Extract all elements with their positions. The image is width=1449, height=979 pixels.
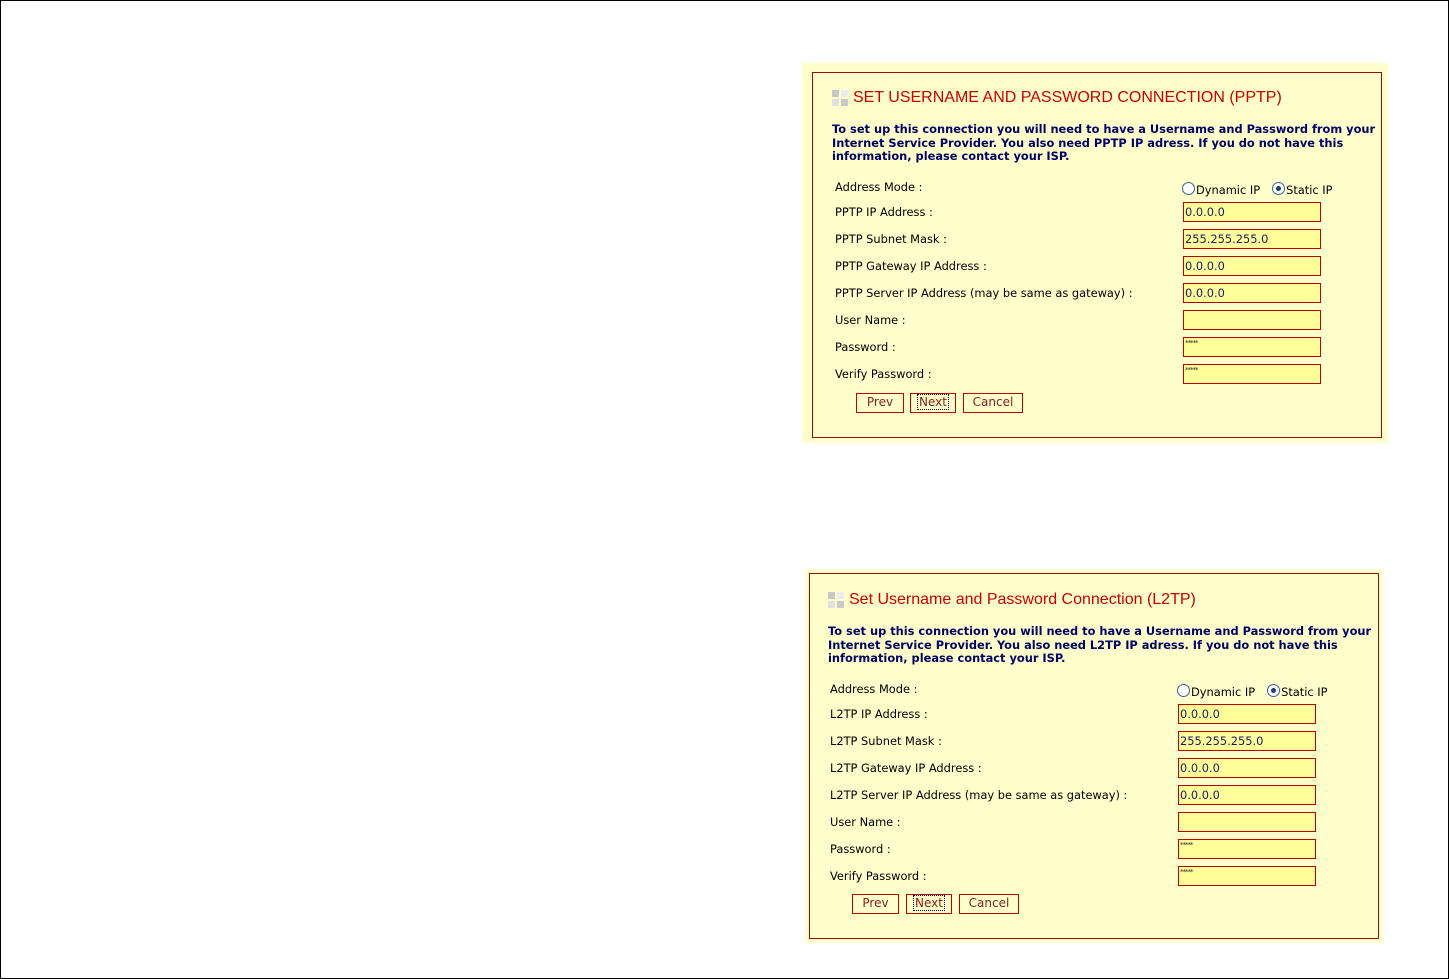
l2tp-address-mode-label: Address Mode : [830,682,918,696]
pptp-radio-static-ip[interactable] [1272,182,1285,195]
l2tp-gateway-label: L2TP Gateway IP Address : [830,761,982,775]
pptp-server-ip-input[interactable]: 0.0.0.0 [1183,283,1321,303]
l2tp-ip-address-input[interactable]: 0.0.0.0 [1178,704,1316,724]
pptp-cancel-button-label: Cancel [972,395,1014,409]
l2tp-verify-password-label: Verify Password : [830,869,927,883]
pptp-radio-dynamic-label: Dynamic IP [1196,183,1261,197]
l2tp-next-button[interactable] [906,894,952,914]
pptp-subnet-mask-label: PPTP Subnet Mask : [835,232,947,246]
l2tp-password-input[interactable]: ***** [1178,839,1316,859]
pptp-next-button-label: Next [919,395,947,409]
pptp-next-button[interactable] [910,393,956,413]
l2tp-prev-button[interactable] [852,894,899,914]
l2tp-username-input[interactable] [1178,812,1316,832]
l2tp-prev-button-label: Prev [862,896,889,910]
grid-squares-icon [828,592,845,609]
l2tp-subnet-mask-label: L2TP Subnet Mask : [830,734,942,748]
pptp-panel [806,67,1384,439]
pptp-verify-password-input[interactable]: ***** [1183,364,1321,384]
l2tp-subnet-mask-input[interactable]: 255.255.255.0 [1178,731,1316,751]
l2tp-ip-label: L2TP IP Address : [830,707,928,721]
l2tp-title-row [828,591,1196,609]
l2tp-radio-dynamic-label: Dynamic IP [1191,685,1256,699]
l2tp-username-label: User Name : [830,815,901,829]
pptp-gateway-label: PPTP Gateway IP Address : [835,259,987,273]
l2tp-panel [809,573,1379,939]
l2tp-server-ip-input[interactable]: 0.0.0.0 [1178,785,1316,805]
pptp-radio-static-label: Static IP [1286,183,1333,197]
pptp-username-label: User Name : [835,313,906,327]
l2tp-cancel-button-label: Cancel [968,896,1010,910]
l2tp-page-title: Set Username and Password Connection (L2TP) [849,591,1196,608]
l2tp-verify-password-input[interactable]: ***** [1178,866,1316,886]
l2tp-radio-static-label: Static IP [1281,685,1328,699]
pptp-description: To set up this connection you will need to have a Username and Password from your Internet Service Provider. You also need PPTP IP adress. If you do not have this information, please contact your ISP. [832,122,1376,163]
pptp-address-mode-group [1182,183,1345,197]
pptp-ip-label: PPTP IP Address : [835,205,933,219]
pptp-cancel-button[interactable] [963,393,1023,413]
pptp-radio-dynamic-ip[interactable] [1182,182,1195,195]
l2tp-radio-dynamic-ip[interactable] [1177,684,1190,697]
pptp-prev-button-label: Prev [866,395,894,409]
l2tp-description: To set up this connection you will need to have a Username and Password from your Internet Service Provider. You also need L2TP IP adress. If you do not have this information, please contact your ISP. [828,624,1372,665]
pptp-verify-password-label: Verify Password : [835,367,932,381]
pptp-address-mode-label: Address Mode : [835,180,923,194]
pptp-server-ip-label: PPTP Server IP Address (may be same as gateway) : [835,286,1133,300]
pptp-ip-address-input[interactable]: 0.0.0.0 [1183,202,1321,222]
l2tp-cancel-button[interactable] [959,894,1019,914]
pptp-password-input[interactable]: ***** [1183,337,1321,357]
pptp-gateway-input[interactable]: 0.0.0.0 [1183,256,1321,276]
l2tp-gateway-input[interactable]: 0.0.0.0 [1178,758,1316,778]
pptp-prev-button[interactable] [856,393,904,413]
l2tp-password-label: Password : [830,842,891,856]
pptp-page-title: SET USERNAME AND PASSWORD CONNECTION (PPTP) [853,89,1282,106]
l2tp-server-ip-label: L2TP Server IP Address (may be same as gateway) : [830,788,1128,802]
pptp-username-input[interactable] [1183,310,1321,330]
pptp-title-row [832,89,1282,107]
l2tp-radio-static-ip[interactable] [1267,684,1280,697]
grid-squares-icon [832,90,849,107]
l2tp-address-mode-group [1177,685,1340,699]
pptp-password-label: Password : [835,340,896,354]
pptp-subnet-mask-input[interactable]: 255.255.255.0 [1183,229,1321,249]
l2tp-next-button-label: Next [915,896,943,910]
